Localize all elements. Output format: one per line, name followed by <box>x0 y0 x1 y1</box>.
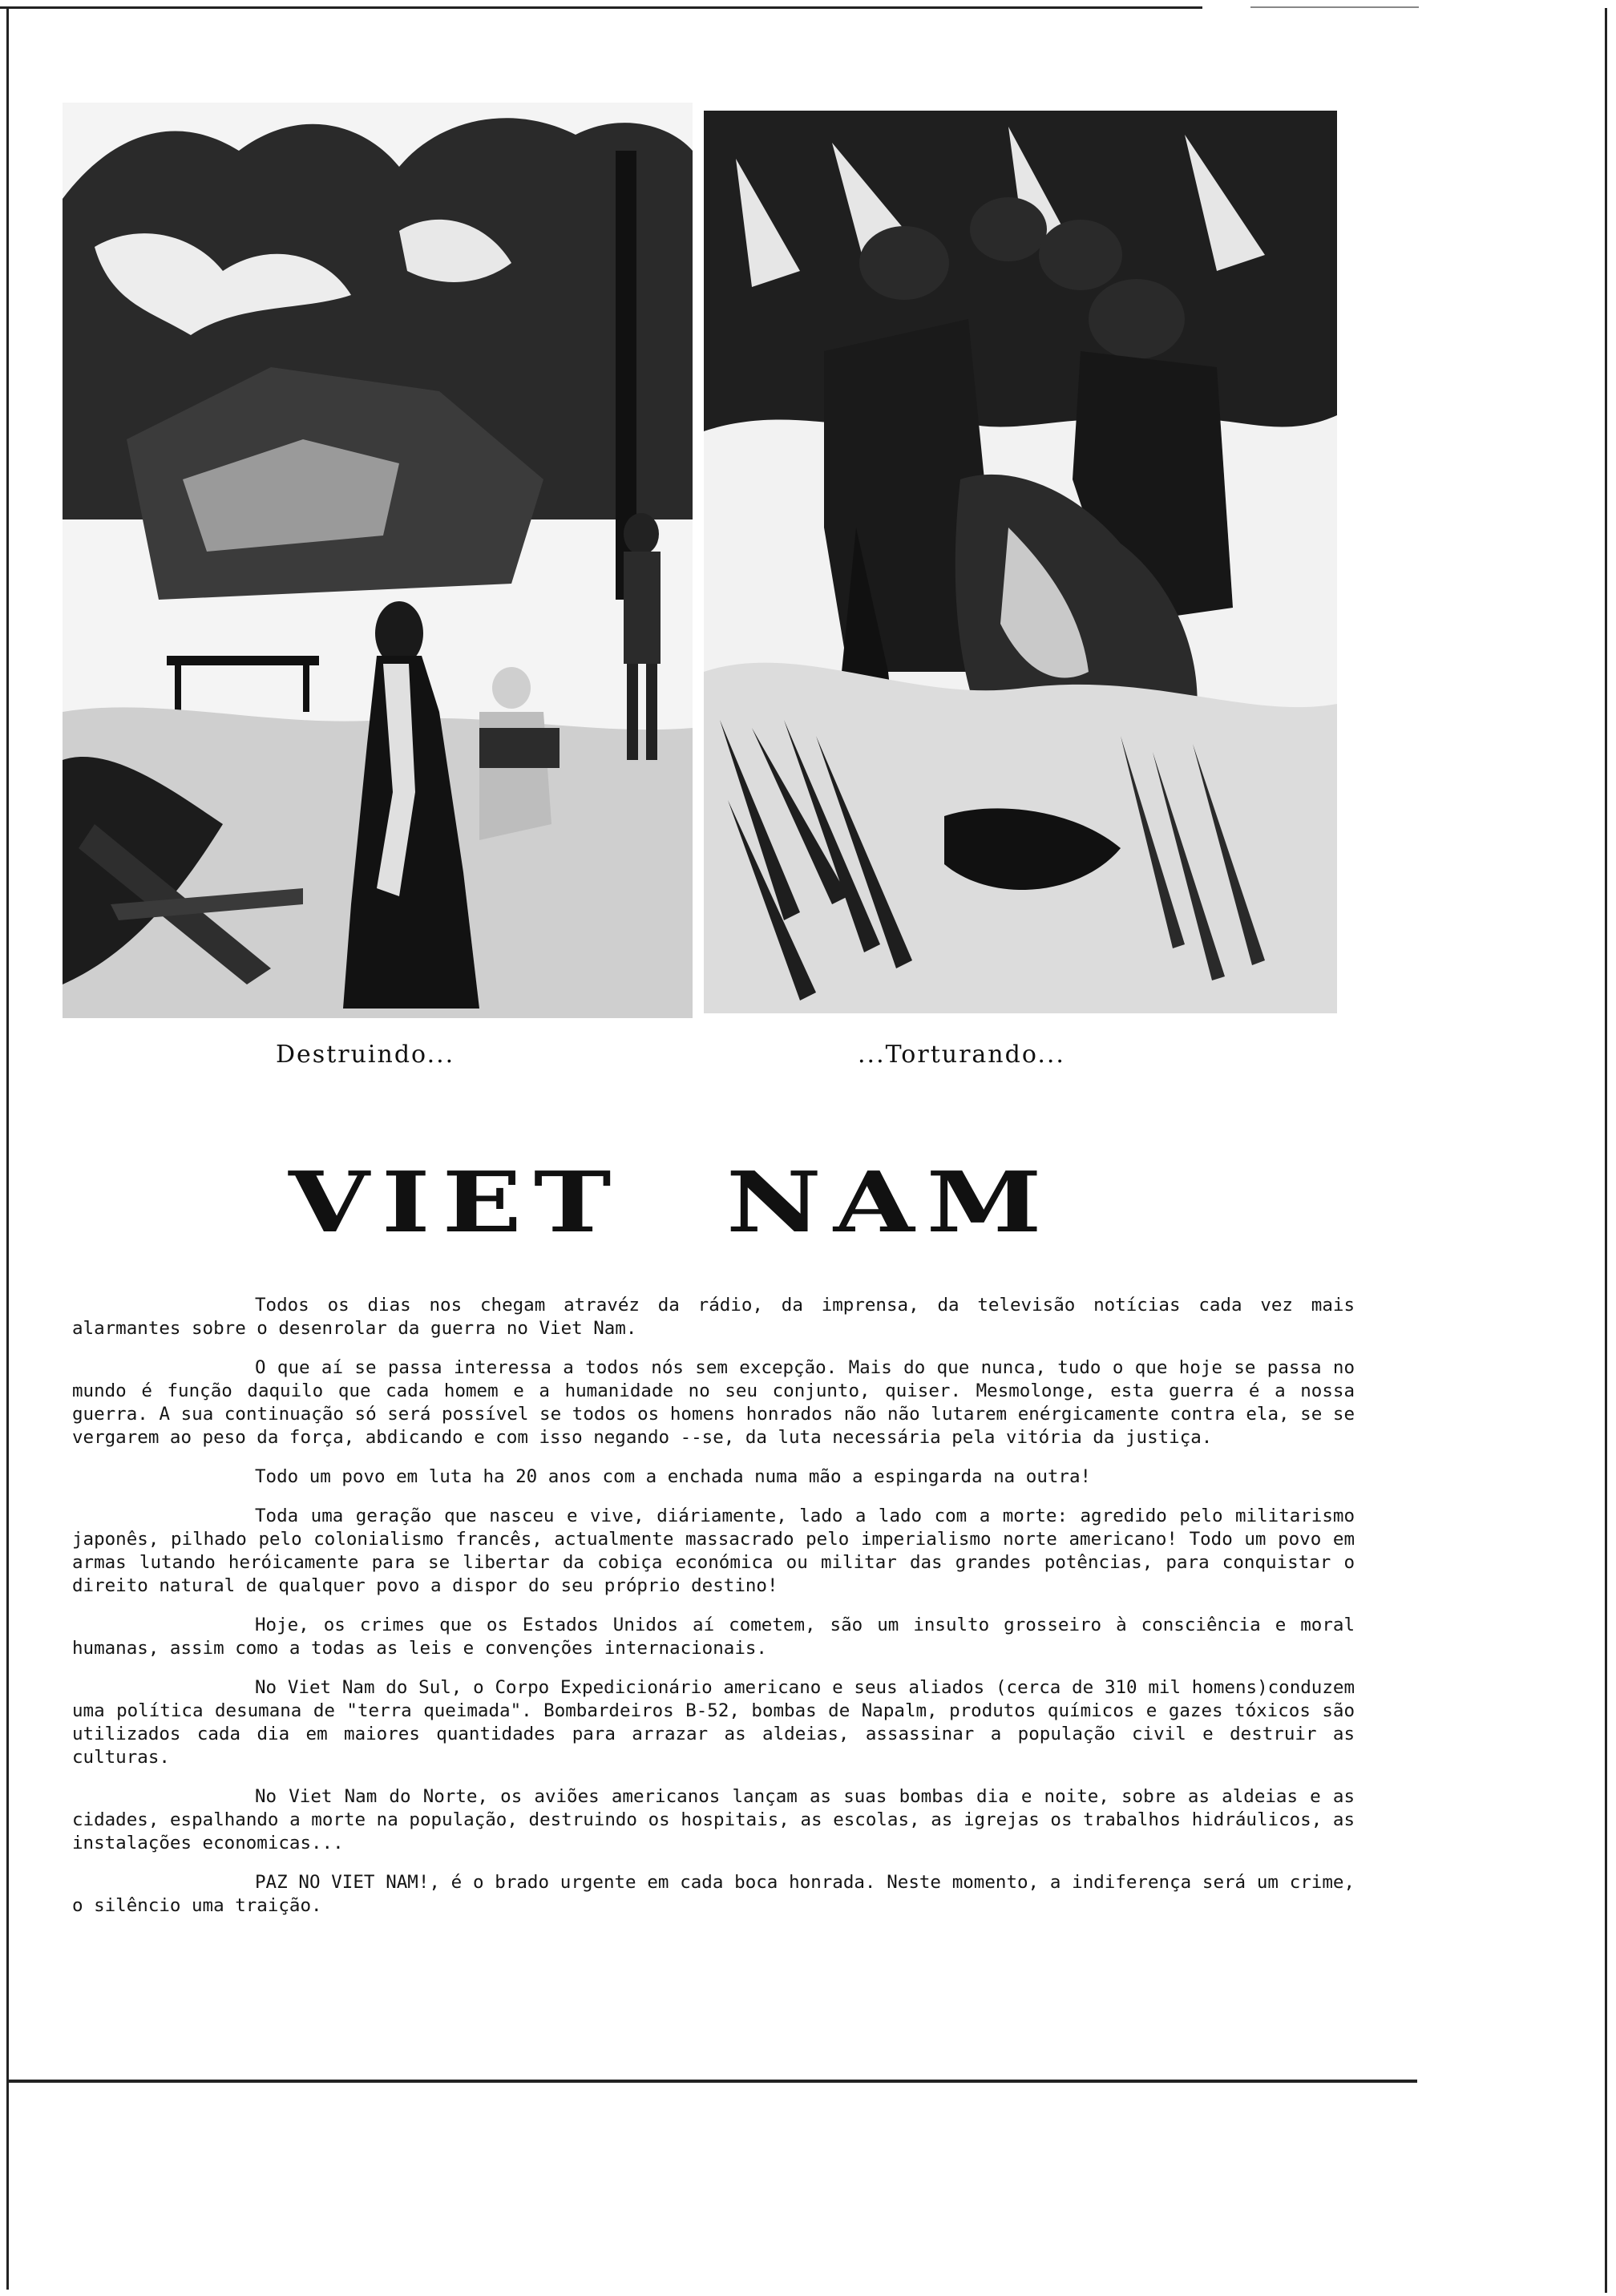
paragraph-3: Todo um povo em luta ha 20 anos com a enchada numa mão a espingarda na outra! <box>255 1466 1092 1487</box>
photo-soldiers-prisoner-image <box>704 111 1337 1013</box>
paragraph-1: Todos os dias nos chegam atravéz da rádio, da imprensa, da televisão notícias cada vez mais alarmantes sobre o desenrolar da guerra no Viet Nam. <box>72 1295 1355 1339</box>
paragraph-4: Toda uma geração que nasceu e vive, diáriamente, lado a lado com a morte: agredido pelo militarismo japonês, pilhado pelo colonialismo francês, actualmente massacrado pelo imperialismo norte americano! Todo um povo em armas lutando heróicamente para se libertar da cobiça económica ou militar das grandes potências, para conquistar o direito natural de qualquer povo a dispor do seu próprio destino! <box>72 1506 1355 1596</box>
photo-caption-left: Destruindo... <box>276 1041 455 1069</box>
article-body <box>72 1294 1355 1934</box>
paragraph-8: PAZ NO VIET NAM!, é o brado urgente em cada boca honrada. Neste momento, a indiferença será um crime, o silêncio uma traição. <box>72 1872 1355 1916</box>
headline-word-viet: VIET <box>289 1153 624 1251</box>
paragraph-7: No Viet Nam do Norte, os aviões americanos lançam as suas bombas dia e noite, sobre as aldeias e as cidades, espalhando a morte na população, destruindo os hospitais, as escolas, as igrejas os trabalhos hidráulicos, as instalações economicas... <box>72 1786 1355 1853</box>
right-border-line <box>1605 8 1607 2293</box>
headline-word-nam: NAM <box>726 1153 1054 1251</box>
paragraph-2: O que aí se passa interessa a todos nós sem excepção. Mais do que nunca, tudo o que hoje se passa no mundo é função daquilo que cada homem e a humanidade no seu conjunto, quiser. Mesmolonge, esta guerra é a nossa guerra. A sua continuação só será possível se todos os homens honrados não não lutarem enérgicamente contra ela, se se vergarem ao peso da força, abdicando e com isso negando --se, da luta necessária pela vitória da justiça. <box>72 1357 1355 1448</box>
left-border-line-lower <box>6 2081 9 2290</box>
paragraph-6: No Viet Nam do Sul, o Corpo Expedicionário americano e seus aliados (cerca de 310 mil homens)conduzem uma política desumana de "terra queimada". Bombardeiros B-52, bombas de Napalm, produtos químicos e gazes tóxicos são utilizados cada dia em maiores quantidades para arrazar as aldeias, assassinar a população civil e destruir as culturas. <box>72 1677 1355 1768</box>
photo-soldiers-prisoner <box>704 111 1337 1013</box>
left-border-line <box>6 8 9 2084</box>
photo-destroyed-village <box>63 103 693 1018</box>
top-border-line <box>0 6 1202 9</box>
paragraph-5: Hoje, os crimes que os Estados Unidos aí cometem, são um insulto grosseiro à consciência e moral humanas, assim como a todas as leis e convenções internacionais. <box>72 1615 1355 1659</box>
top-border-line-faint <box>1250 6 1419 8</box>
photo-destroyed-village-image <box>63 103 693 1018</box>
photo-caption-right: ...Torturando... <box>858 1041 1065 1069</box>
bottom-separator-line <box>6 2080 1417 2083</box>
